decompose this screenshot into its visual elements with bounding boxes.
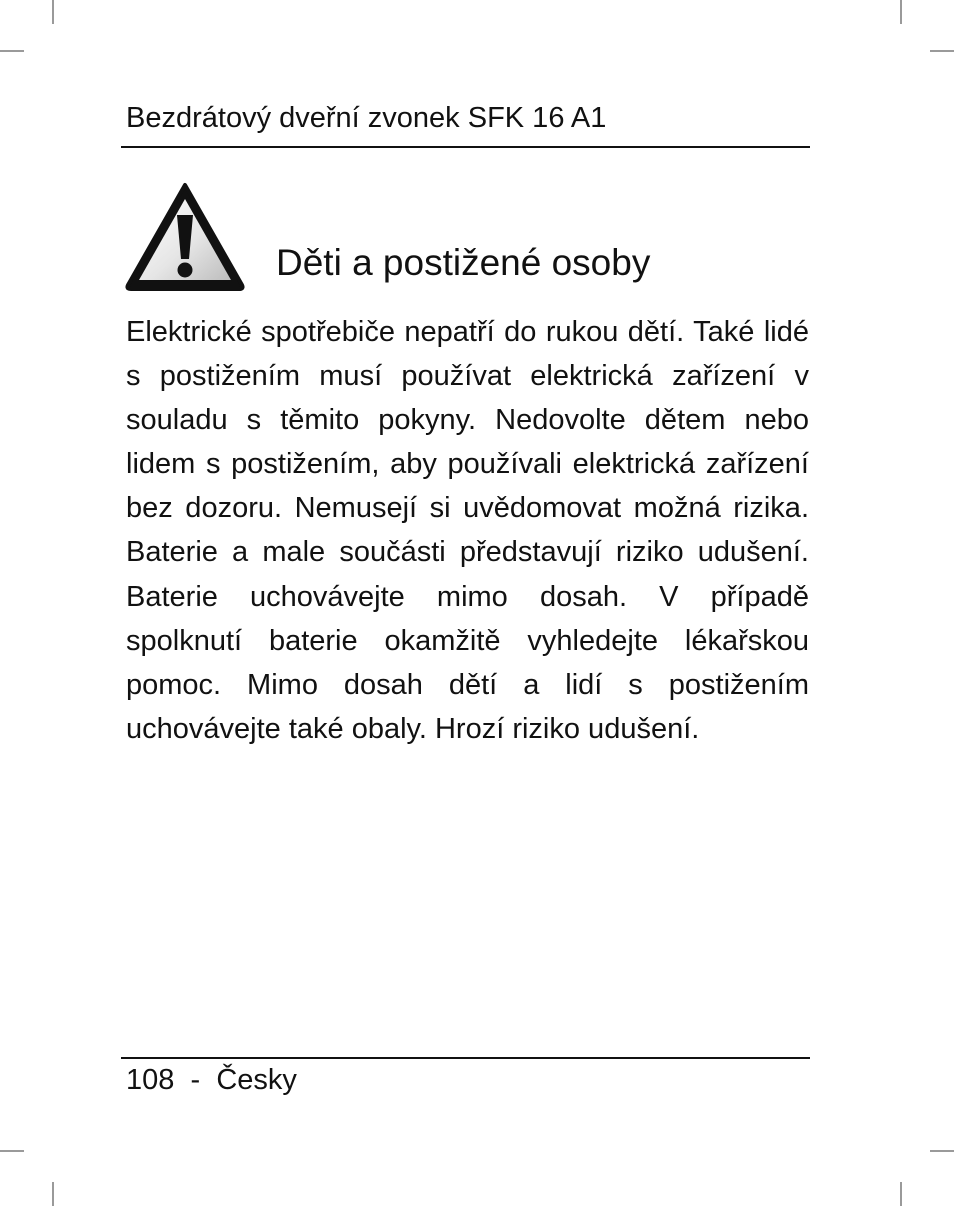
crop-mark-top-right (900, 0, 902, 24)
crop-mark-bottom-left-side (0, 1150, 24, 1152)
footer-rule (121, 1057, 810, 1059)
running-header: Bezdrátový dveřní zvonek SFK 16 A1 (126, 102, 607, 134)
crop-mark-top-right-side (930, 50, 954, 52)
page-footer (126, 1062, 297, 1098)
footer-language: Česky (216, 1064, 297, 1096)
section-title: Děti a postižené osoby (276, 242, 651, 283)
crop-mark-bottom-left (52, 1182, 54, 1206)
footer-separator: - (190, 1064, 201, 1096)
header-rule (121, 146, 810, 148)
warning-triangle-icon (124, 181, 246, 293)
crop-mark-bottom-right-side (930, 1150, 954, 1152)
crop-mark-top-left (52, 0, 54, 24)
page-number: 108 (126, 1064, 175, 1096)
body-paragraph: Elektrické spotřebiče nepatří do rukou dětí. Také lidé s postižením musí používat elektrická zařízení v souladu s těmito pokyny. Nedovolte dětem nebo lidem s postižením, aby používali elektrická zařízení bez dozoru. Nemusejí si uvědomovat možná rizika. Baterie a male součásti představují riziko udušení. Baterie uchovávejte mimo dosah. V případě spolknutí baterie okamžitě vyhledejte lékařskou pomoc. Mimo dosah dětí a lidí s postižením uchovávejte také obaly. Hrozí riziko udušení. (126, 316, 809, 745)
crop-mark-bottom-right (900, 1182, 902, 1206)
crop-mark-top-left-side (0, 50, 24, 52)
